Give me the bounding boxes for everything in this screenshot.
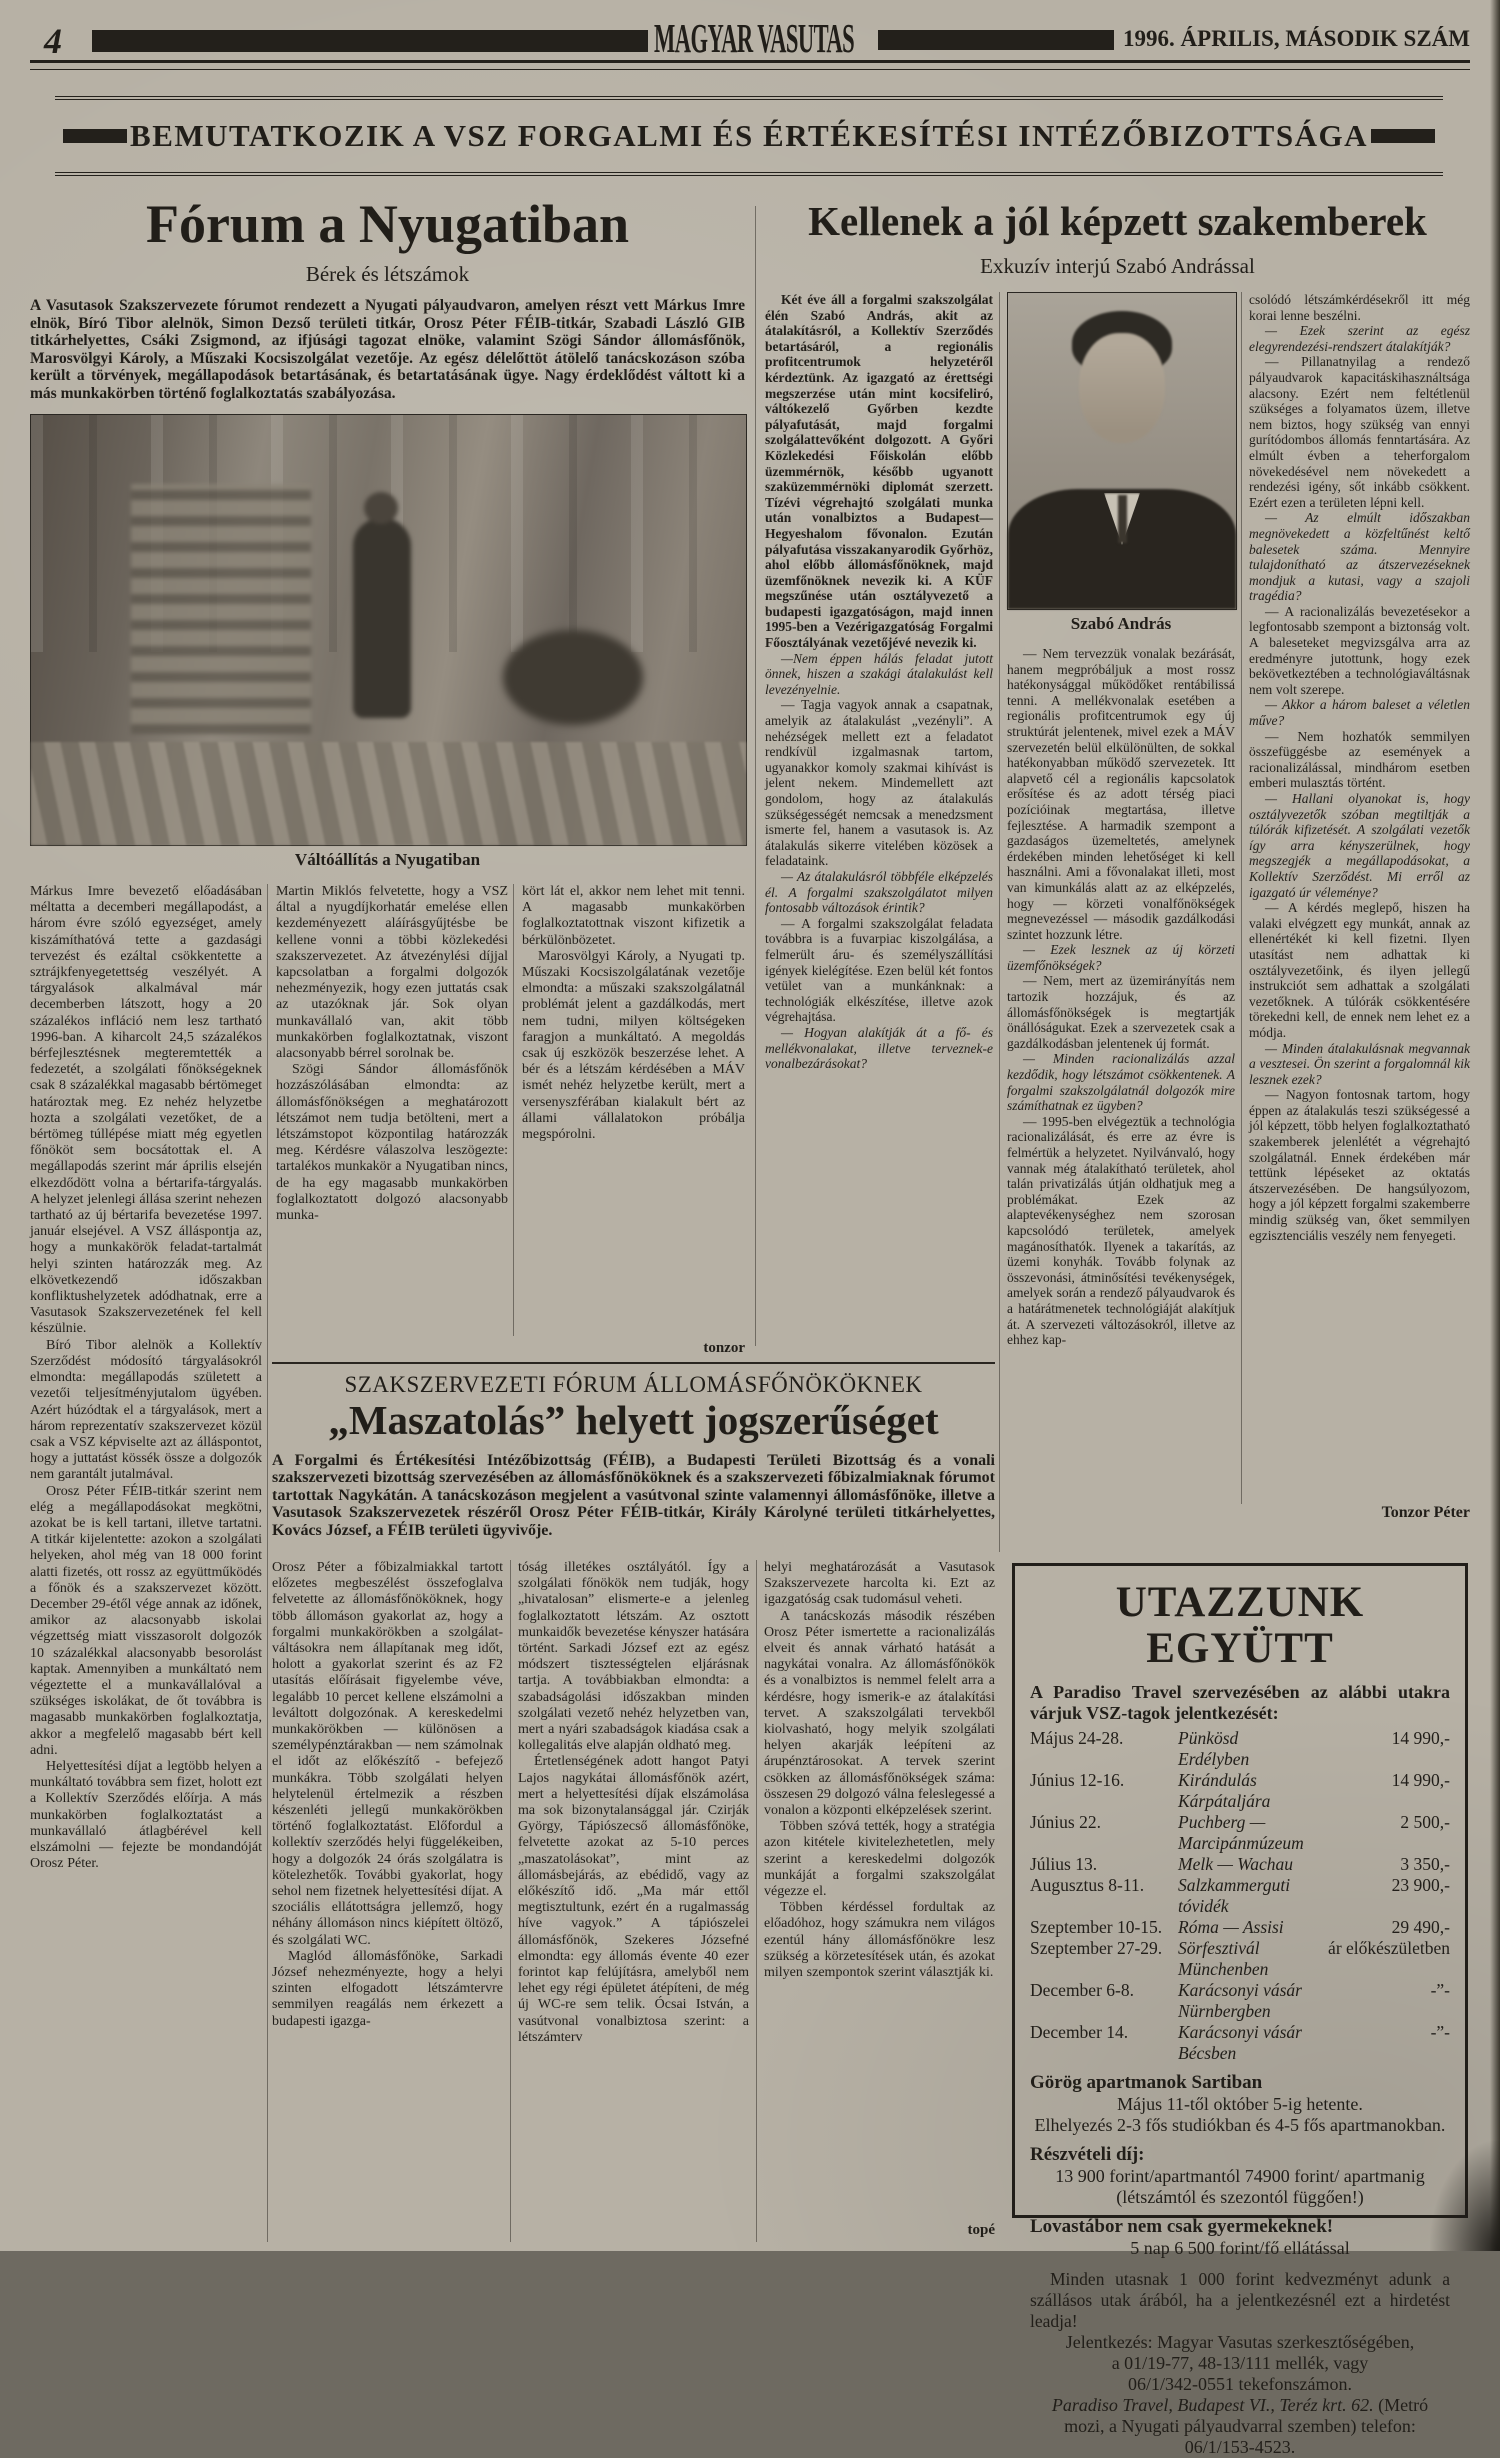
banner-title: BEMUTATKOZIK A VSZ FORGALMI ÉS ÉRTÉKESÍTÉSI INTÉZŐBIZOTTSÁGA (130, 118, 1368, 153)
trip-date: Június 22. (1030, 1812, 1101, 1832)
trip-price: -”- (1430, 1980, 1450, 2000)
photo-worker-head (364, 492, 398, 524)
paragraph: — Nem, mert az üzemirányítás nem tartozik hozzájuk, és az állomásfőnökségek is megtartják önállóságukat. Ezek a szervezetek csak a gazdálkodásban jelentenek új formát. (1007, 973, 1235, 1051)
header-rule (30, 60, 1470, 70)
paragraph: — Minden átalakulásnak megvannak a vesztesei. Ön szerint a forgalomnál kik lesznek ezek? (1249, 1040, 1470, 1087)
paragraph: tóság illetékes osztályától. Így a szolgálati főnökök nem tudják, hogy „hivatalosan” elismerte-e a jelenleg foglalkoztatott létszám. Az osztott munkaidők bevezetése kényszer hatására történt. Sarkadi József ezt az egész módszert tisztességtelen eljárásnak tartja. A továbbiakban elmondta: a szabadságolási időszakban minden szolgálati vezető nehéz helyzetben van, mert a nyári szabadságok kiadása csak a kollegalitás elve alapján oldható meg. (518, 1560, 749, 1754)
photo-worker-bending (503, 630, 643, 725)
column-rule (999, 292, 1000, 1552)
column-rule (510, 1560, 511, 2242)
interview-subtitle: Exkuzív interjú Szabó Andrással (980, 254, 1255, 278)
paragraph: — Nagyon fontosnak tartom, hogy éppen az átalakulás teszi szükségessé a jól képzett, több helyen foglalkoztatható szakemberek jelenlétét a végrehajtó szolgálatnál. Ennek érdekében már tettünk lépéseket az oktatás átszervezésében. De hangsúlyozom, hogy a jól képzett forgalmi szakemberre mindig szükség van, őket semmilyen egzisztenciális veszély nem fenyegeti. (1249, 1087, 1470, 1243)
photo-platform-floor (31, 742, 746, 845)
trip-destination: Karácsonyi vásár Nürnbergben (1178, 1980, 1302, 2021)
trip-date: Augusztus 8-11. (1030, 1875, 1145, 1895)
trip-destination: Pünkösd Erdélyben (1178, 1728, 1250, 1769)
paragraph: a 01/19-77, 48-13/111 mellék, vagy (1111, 2353, 1369, 2373)
column-rule (755, 206, 756, 1346)
trip-date: Szeptember 10-15. (1030, 1917, 1163, 1937)
portrait-face (1079, 333, 1165, 443)
travel-trip-list (1030, 1728, 1450, 2064)
interview-title: Kellenek a jól képzett szakemberek (808, 198, 1427, 244)
forum-article-title: „Maszatolás” helyett jogszerűséget (328, 1397, 939, 1443)
paragraph: — Az elmúlt időszakban megnövekedett a közfeltűnést keltő balesetek száma. Mennyire tulajdonítható az átszervezéseknek mondjuk a kutasi, vagy a szajoli tragédia? (1249, 510, 1470, 604)
paragraph: — Akkor a három baleset a véletlen műve? (1249, 697, 1470, 729)
column-rule (267, 884, 268, 2242)
issue-date: 1996. ÁPRILIS, MÁSODIK SZÁM (1123, 26, 1470, 51)
trip-date: Szeptember 27-29. (1030, 1938, 1163, 1958)
paragraph: Értetlenségének adott hangot Patyi Lajos nagykátai állomásfőnök azért, mert a helyettesítési díjak elszámolása ma sok bizonytalansággal jár. Czirják György, Tápiószecső állomásfőnöke, felvetette azokat az 5-10 perces „maszatolásokat”, mint az állomásbejárás, az ebédidő, vagy az előkészítő idő. „Ma már ettől megtisztultunk, ezért én a rugalmasság híve vagyok.” A tápiószelei állomásfőnök, Szekeres Józsefné elmondta: egy állomás évente 40 ezer forintot kap felújításra, amelyből nem lehet egy régi épületet átépíteni, de még új WC-re sem telik. Ócsai István, a vasútvonal vonalbiztosa szerint: a létszámterv (518, 1754, 749, 2045)
travel-box-title: UTAZZUNK EGYÜTT (1115, 1579, 1365, 1672)
paragraph: Bíró Tibor alelnök a Kollektív Szerződést módosító tárgyalásokról elmondta: megállapodás született a vezetői teljesítményjutalom ügyében. Azért húzódtak el a tárgyalások, mert a három reprezentatív szakszervezet közül csak a VSZ képviselte azt az álláspontot, hogy a juttatást kössék össze a dolgozók nem garantált jutalmával. (30, 1337, 262, 1483)
trip-date: December 14. (1030, 2022, 1129, 2042)
column-rule (513, 884, 514, 1336)
forum-article-signature: topé (967, 2222, 995, 2238)
paragraph: Maglód állomásfőnöke, Sarkadi József nehezményezte, hogy a helyi szinten elfogadott létszámtervre semmilyen reagálás nem érkezett a budapesti igazga- (272, 1948, 503, 2029)
paragraph: — Ezek szerint az egész elegyrendezési-rendszert átalakítják? (1249, 323, 1470, 354)
paragraph: 13 900 forint/apartmantól 74900 forint/ apartmanig (1055, 2166, 1425, 2186)
text-span: (Metró mozi, a Nyugati pályaudvarral szemben) telefon: 06/1/153-4523. (1064, 2395, 1429, 2457)
paragraph: A tanácskozás második részében Orosz Péter ismertette a racionalizálás elveit és annak várható hatását a nagykátai vonalra. Az állomásfőnökök és a vonalbiztos is nemmel felelt arra a kérdésre, hogy ismerik-e az átalakítási tervet. A szakszolgálati tervekből kiolvasható, hogy melyik szolgálati helyen akarják leépíteni az árupénztárosokat. A tervek szerint csökken az állomásfőnökségek száma: összesen 29 dolgozó válna feleslegessé a vonalon a központi elképzelések szerint. (764, 1608, 995, 1819)
trip-destination: Róma — Assisi (1178, 1917, 1284, 1937)
paragraph: (létszámtól és szezontól függően!) (1116, 2187, 1364, 2207)
agency-address (1030, 2395, 1450, 2458)
trip-destination: Kirándulás Kárpátaljára (1178, 1770, 1271, 1811)
portrait-photo (1007, 292, 1237, 610)
paragraph: —Nem éppen hálás feladat jutott önnek, hiszen a szakági átalakulást kell levezényelnie. (765, 650, 993, 697)
paragraph: Többen szóvá tették, hogy a stratégia azon kitétele kivitelezhetetlen, mely szerint a kereskedelmi dolgozók munkáját a forgalmi szakszolgálat végezze el. (764, 1819, 995, 1900)
trip-date: Július 13. (1030, 1854, 1098, 1874)
trip-price: 2 500,- (1400, 1812, 1450, 1832)
paragraph: Martin Miklós felvetette, hogy a VSZ által a nyugdíjkorhatár emelése ellen kezdeményezett aláírásgyűjtésbe be kellene vonni a többi közlekedési szakszervezetet. Az átvezénylési díjjal kapcsolatban a forgalmi dolgozók nehezményezik, hogy ezen juttatás csak az utazóknak jár. Sok olyan munkavállaló van, akit több munkakörben foglalkoztatnak, viszont alacsonyabb bérrel sorolnak be. (276, 884, 508, 1062)
paragraph: Marosvölgyi Károly, a Nyugati tp. Műszaki Kocsiszolgálatának vezetője elmondta: a műszaki szakszolgálatnál problémát jelent a gazdálkodás, mert nem tudni, milyen költségeken faragjon a munkáltató. A megoldás csak új eszközök beszerzése lehet. A bér és a létszám kérdésében a MÁV ismét nehéz helyzetbe került, mert a versenyszférában kialakult bért az állami vállalatokon próbálja megspórolni. (522, 948, 745, 1143)
page-number: 4 (44, 21, 62, 61)
portrait-caption: Szabó András (1070, 614, 1172, 633)
trip-destination: Karácsonyi vásár Bécsben (1178, 2022, 1302, 2063)
trip-date: December 6-8. (1030, 1980, 1134, 2000)
left-article-subtitle: Bérek és létszámok (305, 262, 470, 286)
paragraph: — Pillanatnyilag a rendező pályaudvarok kapacitáskihasználtsága alacsony. Ezért nem feltétlenül szükséges a folyamatos üzem, illetve nem biztos, hogy szükség van ennyi gurítódombos állomás fenntartására. Az elmúlt évben a teherforgalom növekedésével nem növekedett a rendezési igény, sőt inkább csökkent. Ezért ezen a területen lépni kell. (1249, 354, 1470, 510)
forum-article-top-rule (272, 1362, 995, 1364)
paragraph: — Hallani olyanokat is, hogy osztályvezetők szóban megtiltják a túlórák kifizetését. A szolgálati vezetők így arra kényszerülnek, hogy megszegjék a megállapodásokat, a Kollektív Szerződést. Mi erről az igazgató úr véleménye? (1249, 791, 1470, 900)
forum-article-lede: A Forgalmi és Értékesítési Intézőbizottság (FÉIB), a Budapesti Területi Bizottság és a vonali szakszervezeti bizottság szervezésében az állomásfőnököknek és a szakszervezeti főbizalmiaknak fórumot tartottak Nagykátán. A tanácskozáson megjelent a vasútvonal szinte valamennyi állomásfőnöke, illetve a Vasutasok Szakszervezetek részéről Orosz Péter FÉIB-titkár, Király Károlyné területi titkárhelyettes, Kovács József, a FÉIB területi ügyvivője. (272, 1452, 995, 1539)
trip-price: ár előkészületben (1328, 1938, 1450, 1958)
header-bar-right (878, 30, 1114, 50)
trip-price: 3 350,- (1400, 1854, 1450, 1874)
masthead: MAGYAR VASUTAS (654, 15, 855, 61)
trip-destination: Salzkammerguti tóvidék (1178, 1875, 1291, 1916)
interview-signature: Tonzor Péter (1381, 1504, 1470, 1521)
trip-row (1030, 1917, 1450, 1938)
paragraph: — 1995-ben elvégeztük a technológia racionalizálását, és erre az évre is felmértük a helyzetet. Nyilvánvaló, hogy vannak még átalakítható területek, ahol talán privatizálás útján oldhatjuk meg a problémákat. Ezek az alaptevékenységhez nem szorosan kapcsolódó területek, amelyek magánosíthatók. Ilyenek a takarítás, az üzemi konyhák. Tovább folynak az összevonási, átminősítési tevékenységek, amelyek során a rendező pályaudvarok és a határátmenetek technológiáját alakítjuk át. A szervezeti változásokról, illetve az ehhez kap- (1007, 1113, 1235, 1348)
greek-apartments-heading: Görög apartmanok Sartiban (1030, 2072, 1263, 2093)
railyard-photo (30, 414, 747, 846)
left-photo-caption: Váltóállítás a Nyugatiban (294, 850, 481, 869)
travel-box-intro: A Paradiso Travel szervezésében az alábbi utakra várjuk VSZ-tagok jelentkezését: (1030, 1682, 1450, 1723)
text-span: Paradiso Travel, Budapest VI., Teréz krt. 62. (1051, 2395, 1374, 2415)
interview-column-3 (1249, 292, 1470, 1500)
section-banner (55, 96, 1443, 176)
banner-dash-left (63, 129, 127, 143)
paragraph: — Az átalakulásról többféle elképzelés él. A forgalmi szakszolgálatot milyen fontosabb változások érintik? (765, 868, 993, 916)
trip-date: Május 24-28. (1030, 1728, 1124, 1748)
trip-destination: Melk — Wachau (1178, 1854, 1294, 1874)
paragraph: Helyettesítési díjat a legtöbb helyen a munkáltató továbbra sem fizet, holott ezt a Kollektív Szerződés előírja. A más munkakörben foglalkoztatást a munkavállaló átlagbérével kell elszámolni — fejezte be mondandóját Orosz Péter. (30, 1758, 262, 1872)
left-article-column-3 (522, 884, 745, 1336)
scan-edge-shadow (1490, 0, 1500, 2251)
banner-dash-right (1371, 129, 1435, 143)
trip-price: 14 990,- (1391, 1728, 1450, 1748)
paragraph: — A racionalizálás bevezetésekor a legfontosabb szempont a biztonság volt. A baleseteket megvizsgálva arra az eredményre jutottunk, hogy ezek bekövetkeztében a technológiaváltásnak nem volt szerepe. (1249, 603, 1470, 697)
fee-heading: Részvételi díj: (1030, 2144, 1145, 2165)
trip-row (1030, 2022, 1450, 2064)
trip-row (1030, 1938, 1450, 1980)
column-rule (756, 1560, 757, 2242)
forum-article-kicker: SZAKSZERVEZETI FÓRUM ÁLLOMÁSFŐNÖKÖKNEK (344, 1372, 923, 1397)
discount-note: Minden utasnak 1 000 forint kedvezményt adunk a szállásos utak árából, ha a jelentkezésnél ezt a hirdetést leadja! (1030, 2269, 1450, 2331)
trip-price: -”- (1430, 2022, 1450, 2042)
forum-article-column-2 (518, 1560, 749, 2242)
paragraph: — A forgalmi szakszolgálat feladata továbbra is a fuvarpiac kiszolgálása, a felmerült áru- és személyszállítási igények kielégítése. Ezen belül két fontos vetület van a munkánknak: a technológiák elkészítése, illetve azok végrehajtása. (765, 915, 993, 1025)
forum-article-column-1 (272, 1560, 503, 2242)
left-article-lede: A Vasutasok Szakszervezete fórumot rendezett a Nyugati pályaudvaron, amelyen részt vett Márkus Imre elnök, Bíró Tibor alelnök, Simon Dezső területi titkár, Orosz Péter FÉIB-titkár, Szabadi László GIB titkárhelyettes, Csáki Zsigmond, az ifjúsági tagozat elnöke, valamint Szögi Sándor állomásfőnök, Marosvölgyi Károly, a Műszaki Kocsiszolgálat vezetője. Az egész délelőttöt átölelő tanácskozáson szóba került a törvények, megállapodások betartásának, és betartatásának ügye. Nagy érdeklődést váltott ki a más munkakörben történő foglalkoztatás szabályozása. (30, 297, 745, 402)
forum-article-column-3 (764, 1560, 995, 2220)
header-bar-left (92, 30, 648, 52)
paragraph: csolódó létszámkérdésekről itt még korai lenne beszélni. (1249, 292, 1470, 323)
interview-column-2 (1007, 646, 1235, 1552)
trip-row (1030, 1875, 1450, 1917)
left-article-title: Fórum a Nyugatiban (145, 194, 630, 254)
paragraph: Orosz Péter a főbizalmiakkal tartott előzetes megbeszélést összefoglalva felvetette az állomásfőnököknek, hogy több állomáson gyakorlat az, hogy a forgalmi munkakörökben a szolgálat-váltásokra nem állapítanak meg időt, holott a gyakorlat szerint és az F2 utasítás előírásait figyelembe véve, legalább 10 percet kellene elszámolni a leváltott dolgozónak. A kereskedelmi munkakörökben — különösen a személypénztárakban — nem számolnak el időt az előkészítő - befejező munkákra. Több szolgálati helyen helytelenül értelmezik a részben készenléti jellegű munkakörökben történő foglalkoztatást. Előfordul a kollektív szerződés helyi függelékeiben, hogy a dolgozók 24 órás szolgálatra is kötelezhetők. További gyakorlat, hogy sehol nem fizetnek helyettesítési díjat. A szociális ellátottságra jellemző, hogy néhány állomáson nincs kiépített öltöző, és szolgálati WC. (272, 1560, 503, 1948)
trip-destination: Puchberg — Marcipánmúzeum (1178, 1812, 1304, 1853)
trip-date: Június 12-16. (1030, 1770, 1125, 1790)
paragraph: Márkus Imre bevezető előadásában méltatta a decemberi megállapodást, a három évre szóló egyezséget, amely kiszámíthatóvá tette a gazdasági tervezést és ezáltal csökkentette a sztrájkfenyegetettség veszélyét. A tárgyalások alkalmával már decemberben látszott, hogy a 20 százalékos infláció nem lesz tartható 1996-ban. A kiharcolt 24,5 százalékos bérfejlesztésnek megteremtették a fedezetét, a szolgálati főnökségeknek csak 8 százalékkal magasabb bértömeget határoztak meg. Ez nehéz helyzetbe hozta a szolgálati vezetőket, de a bértömeg túllépése miatt még egyetlen főnököt sem bocsátottak el. A megállapodás szerint már április elsején elkezdődött volna a bértarifa-tárgyalás. A helyzet jelenlegi állása szerint nehezen tartható az új bértarifa bevezetése 1997. január elsejével. A VSZ álláspontja az, hogy a munkakörök feladat-tartalmát helyi szinten határozzák meg. Az elkövetkezendő időszakban konfliktushelyzetek adódhatnak, erre a Vasutasok Szakszervezetének fel kell készülnie. (30, 884, 263, 1337)
scan-corner-smudge (1430, 2141, 1500, 2251)
trip-row (1030, 1770, 1450, 1812)
trip-price: 14 990,- (1391, 1770, 1450, 1790)
paragraph: — Nem tervezzük vonalak bezárását, hanem megpróbáljuk a most rossz hatékonysággal működőket rentábilissá tenni. A mellékvonalak esetében a regionális profitcentrumok egy új struktúrát jelentenek, mivel ezek a MÁV szervezetén belül elkülönülten, de sokkal hatékonyabban működő szervezetek. Itt alapvető cél a regionális kapcsolatok erősítése és az adott térség piaci pozícióinak megtartása, illetve fejlesztése. A harmadik szempont a gazdaságos üzemeltetés, amelynek érdekében minden lehetőséget ki kell használni. Ami a fővonalakat illeti, most van kimunkálás alatt az az elképzelés, hogy — körzeti vonalfőnökségek megnevezéssel — második gazdálkodási szintet hozzunk létre. (1007, 646, 1235, 942)
paragraph: Elhelyezés 2-3 fős studiókban és 4-5 fős apartmanokban. (1034, 2115, 1446, 2135)
paragraph: Többen kérdéssel fordultak az előadóhoz, hogy számukra nem világos ezentúl hány állomásfőnökre lesz szükség a körzetesítések után, és azokat milyen szempontok szerint választják ki. (764, 1900, 995, 1981)
trip-price: 29 490,- (1391, 1917, 1450, 1937)
paragraph: — Nem hozhatók semmilyen összefüggésbe az események a racionalizálással, mindhárom esetben emberi mulasztás történt. (1249, 728, 1470, 791)
paragraph: Orosz Péter FÉIB-titkár szerint nem elég a megállapodásokat megkötni, azokat be is kell tartani, illetve tartatni. A titkár kijelentette: azokon a szolgálati helyeken, ahol még van 18 000 forint alatti fizetés, ott rossz az együttműködés a főnök és a szakszervezet között. December 29-étől vége annak az időnek, amikor az alacsonyabb iskolai végzettség miatt visszasorolt dolgozók 10 százalékkal alacsonyabb besorolást kaptak. Amennyiben a munkáltató nem végeztette el a munkavállalóval a szükséges iskolákat, de őt továbbra is magasabb munkakörben foglalkoztatja, akkor a megfelelő magasabb bért kell adni. (30, 1483, 262, 1758)
left-article-column-1 (30, 884, 262, 2242)
greek-apartments-lines (1030, 2094, 1450, 2136)
trip-row (1030, 1854, 1450, 1875)
paragraph: Május 11-től október 5-ig hetente. (1117, 2094, 1363, 2114)
photo-worker-standing (353, 518, 411, 718)
left-article-column-2 (276, 884, 508, 1352)
paragraph: — A kérdés meglepő, hiszen ha valaki elvégzett egy munkát, annak az ellenértékét ki kell fizetni. Ilyen utasítást nem adhattak ki osztályvezetőink, és ilyen jellegű instrukciót sem adhattak a szolgálati vezetőknek. A túlórák csökkentésére törekedni kell, de ennek nem lehet ez a módja. (1249, 900, 1470, 1040)
horse-camp-line: 5 nap 6 500 forint/fő ellátással (1130, 2238, 1350, 2258)
paragraph: Szögi Sándor állomásfőnök hozzászólásában elmondta: az állomásfőnökségen a meghatározott létszámot nem tudja betölteni, mert a létszámstopot központilag határozzák meg. Kérdésre válaszolva leszögezte: tartalékos munkakör a Nyugatiban nincs, de ha egy magasabb munkakörben foglalkoztatott dolgozó alacsonyabb munka- (276, 1062, 508, 1224)
interview-column-1 (765, 292, 993, 1345)
photo-equipment-rack (131, 484, 311, 734)
paragraph: — Minden racionalizálás azzal kezdődik, hogy létszámot csökkentenek. A forgalmi szakszolgálatnál dolgozók mire számíthatnak ez ügyben? (1007, 1051, 1235, 1114)
trip-row (1030, 1812, 1450, 1854)
column-rule (1241, 292, 1242, 1504)
paragraph: — Hogyan alakítják át a fő- és mellékvonalakat, illetve terveznek-e vonalbezárásokat? (765, 1024, 993, 1072)
left-article-signature: tonzor (703, 1340, 745, 1356)
trip-price: 23 900,- (1391, 1875, 1450, 1895)
paragraph: — Tagja vagyok annak a csapatnak, amelyik az átalakulást „vezényli”. A nehézségek mellett ezt a feladatot rendkívül izgalmasnak tartom, ugyanakkor komoly szakmai kihívást is jelent nekem. Mindemellett azt gondolom, hogy az átalakulás szükségességét nemcsak a menedzsment ismerte fel, hanem a vasutasok is. Az átalakulás sikerre vitelében közösek a feladataink. (765, 697, 993, 869)
paragraph: — Ezek lesznek az új körzeti üzemfőnökségek? (1007, 942, 1235, 973)
application-info (1030, 2332, 1450, 2395)
travel-ad-box (1012, 1563, 1468, 2457)
trip-row (1030, 1980, 1450, 2022)
trip-destination: Sörfesztivál Münchenben (1178, 1938, 1269, 1979)
paragraph: 06/1/342-0551 tekefonszámon. (1128, 2374, 1352, 2394)
paragraph: kört lát el, akkor nem lehet mit tenni. A magasabb munkakörben foglalkoztatottnak viszont kifizetik a bérkülönbözetet. (522, 884, 745, 948)
paragraph: Két éve áll a forgalmi szakszolgálat élén Szabó András, akit az átalakításról, a Kollektív Szerződés betartásáról, a regionális profitcentrumok helyzetéről kérdeztünk. Az igazgató az érettségi megszerzése után mint kocsifeliró, váltókezelő Győrben kezdte pályafutását, majd forgalmi szolgálattevőként dolgozott. A Győri Közlekedési Főiskolán előbb üzemmérnök, később ugyanott szaküzemmérnöki diplomát szerzett. Tízévi végrehajtó szolgálati munka után vonalbiztos a Budapest—Hegyeshalom fővonalon. Ezután pályafutása visszakanyarodik Győrhöz, ahol előbb állomásfőnöknek, majd üzemfőnöknek nevezik ki. A KÜF megszűnése után osztályvezető a budapesti igazgatóságon, majd innen 1995-ben a Vezérigazgatóság Forgalmi Főosztályának vezetőjévé nevezik ki. (765, 292, 994, 651)
trip-row (1030, 1728, 1450, 1770)
portrait-tie (1118, 495, 1127, 543)
fee-lines (1030, 2166, 1450, 2208)
paragraph: Jelentkezés: Magyar Vasutas szerkesztőségében, (1065, 2332, 1415, 2352)
paragraph: helyi meghatározását a Vasutasok Szakszervezete harcolta ki. Ezt az igazgatóság csak tudomásul veheti. (764, 1560, 995, 1608)
horse-camp-heading: Lovastábor nem csak gyermekeknek! (1030, 2216, 1334, 2237)
